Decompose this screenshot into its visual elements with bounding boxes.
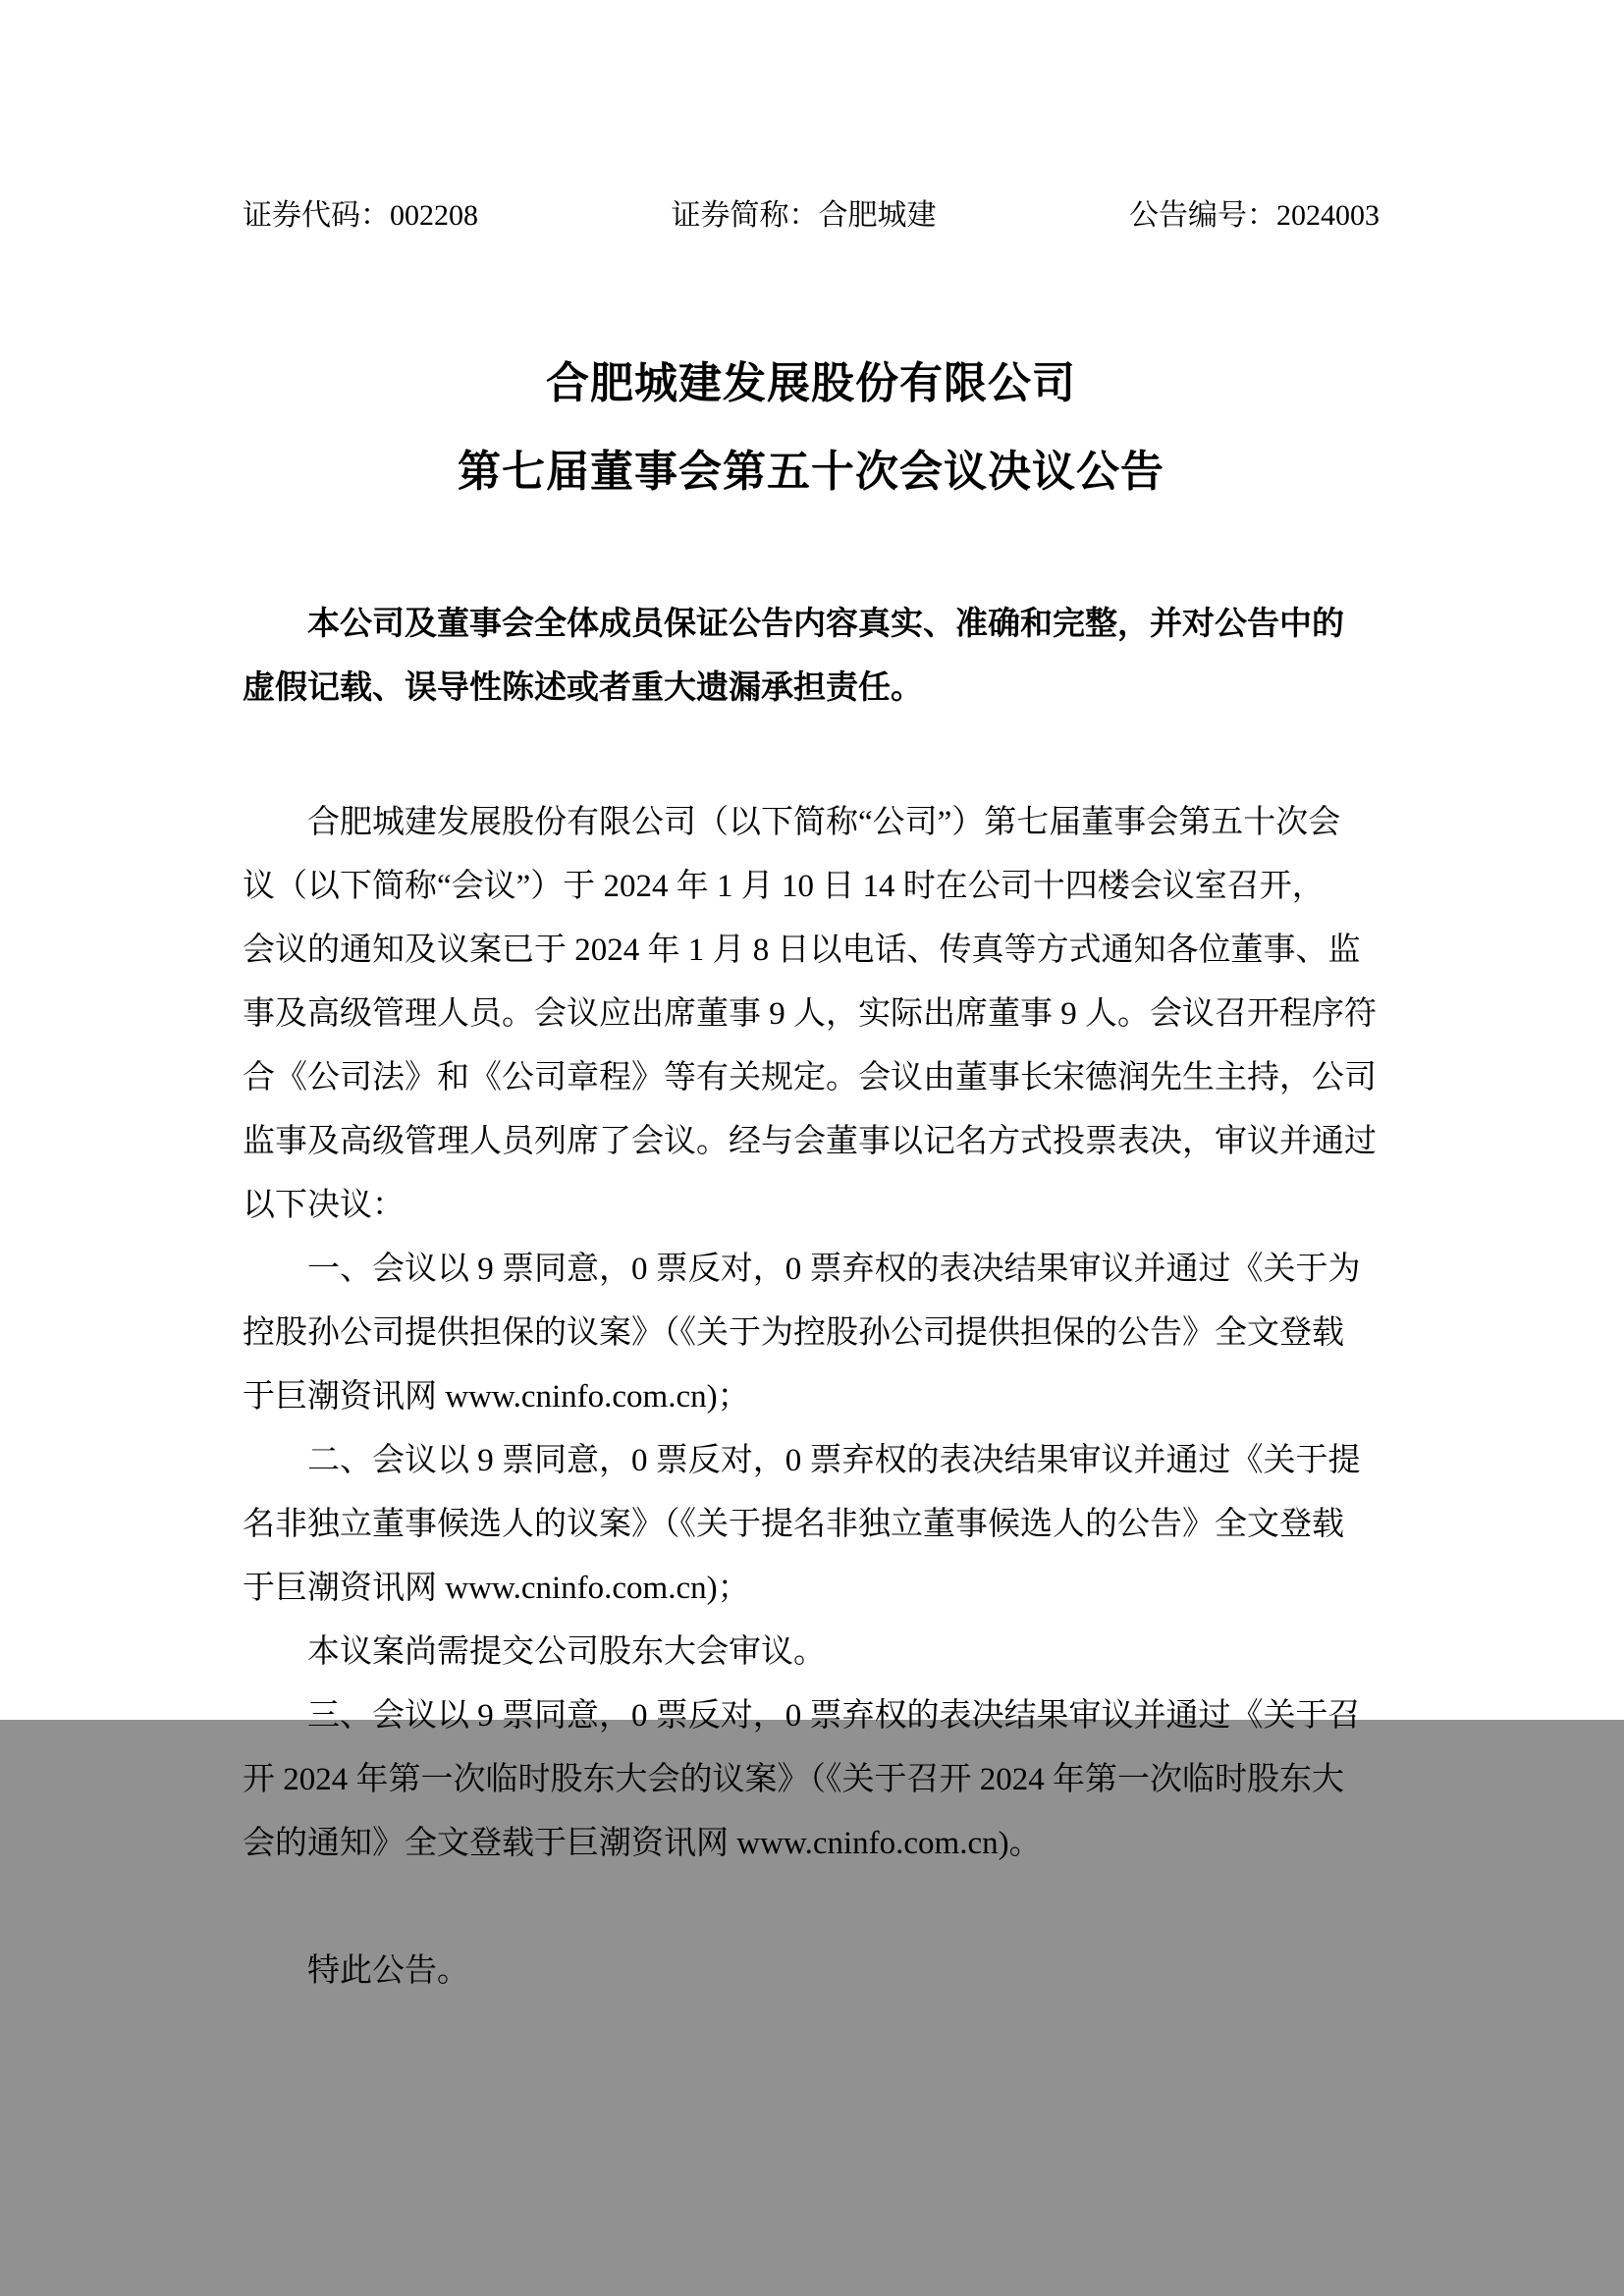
closing-line: 特此公告。 — [307, 1953, 469, 1989]
body-line: 事及高级管理人员。会议应出席董事 9 人，实际出席董事 9 人。会议召开程序符 — [243, 996, 1377, 1032]
announcement-number: 公告编号：2024003 — [1129, 199, 1380, 232]
body-text — [243, 791, 1380, 2003]
document-content — [0, 199, 1624, 2003]
company-title: 合肥城建发展股份有限公司 — [546, 359, 1076, 407]
body-line: 于巨潮资讯网 www.cninfo.com.cn)； — [243, 1571, 750, 1606]
body-line: 于巨潮资讯网 www.cninfo.com.cn)； — [243, 1379, 750, 1415]
statement-line: 本公司及董事会全体成员保证公告内容真实、准确和完整，并对公告中的 — [307, 607, 1344, 642]
stock-short-name: 证券简称：合肥城建 — [671, 199, 937, 232]
stock-code: 证券代码：002208 — [243, 199, 478, 232]
body-line: 议（以下简称“会议”）于 2024 年 1 月 10 日 14 时在公司十四楼会议室召开， — [243, 869, 1325, 904]
body-line: 会议的通知及议案已于 2024 年 1 月 8 日以电话、传真等方式通知各位董事、监 — [243, 933, 1361, 968]
body-line: 监事及高级管理人员列席了会议。经与会董事以记名方式投票表决，审议并通过 — [243, 1124, 1377, 1159]
body-line: 名非独立董事候选人的议案》（《关于提名非独立董事候选人的公告》全文登载 — [243, 1507, 1344, 1542]
body-line: 三、会议以 9 票同意，0 票反对，0 票弃权的表决结果审议并通过《关于召 — [307, 1698, 1361, 1734]
responsibility-statement — [243, 593, 1380, 721]
statement-line: 虚假记载、误导性陈述或者重大遗漏承担责任。 — [243, 670, 923, 706]
document-header — [243, 199, 1380, 233]
body-line: 控股孙公司提供担保的议案》（《关于为控股孙公司提供担保的公告》全文登载 — [243, 1315, 1344, 1351]
body-line: 合《公司法》和《公司章程》等有关规定。会议由董事长宋德润先生主持，公司 — [243, 1060, 1377, 1095]
body-line: 本议案尚需提交公司股东大会审议。 — [307, 1634, 826, 1670]
body-line: 会的通知》全文登载于巨潮资讯网 www.cninfo.com.cn)。 — [243, 1826, 1042, 1861]
body-line: 合肥城建发展股份有限公司（以下简称“公司”）第七届董事会第五十次会 — [307, 805, 1341, 840]
body-line: 一、会议以 9 票同意，0 票反对，0 票弃权的表决结果审议并通过《关于为 — [307, 1252, 1361, 1287]
body-line: 开 2024 年第一次临时股东大会的议案》（《关于召开 2024 年第一次临时股东大 — [243, 1762, 1344, 1797]
body-line: 二、会议以 9 票同意，0 票反对，0 票弃权的表决结果审议并通过《关于提 — [307, 1443, 1361, 1478]
body-line: 以下决议： — [243, 1188, 405, 1223]
announcement-title: 第七届董事会第五十次会议决议公告 — [458, 448, 1164, 496]
